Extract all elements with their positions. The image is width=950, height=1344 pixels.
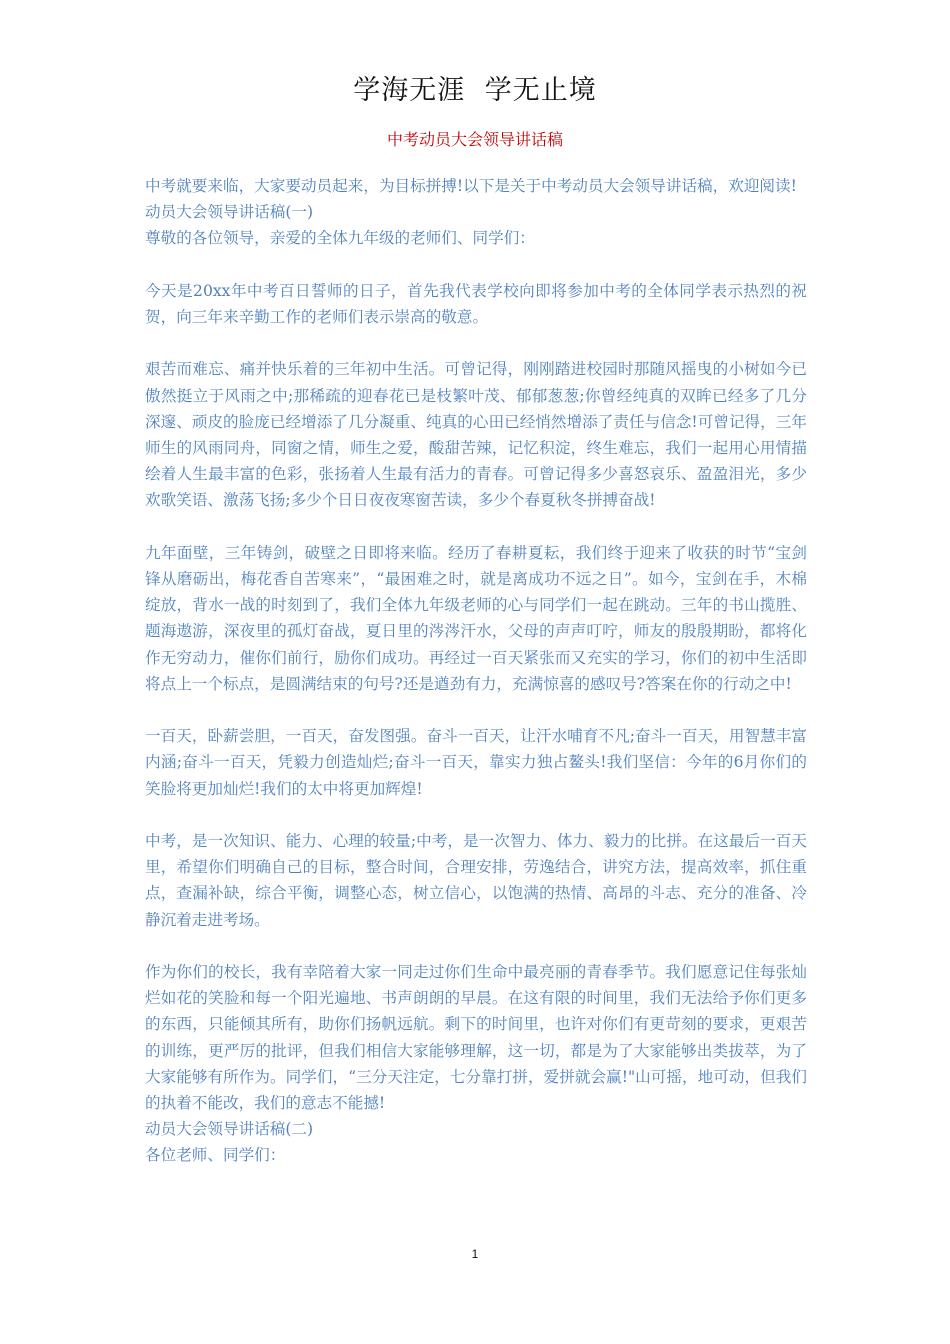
body-paragraph: 一百天，卧薪尝胆，一百天，奋发图强。奋斗一百天，让汗水哺育不凡;奋斗一百天，用智慧丰富内涵;奋斗一百天，凭毅力创造灿烂;奋斗一百天，靠实力独占鳌头!我们坚信：今年的6月你们的笑脸将更加灿烂!我们的太中将更加辉煌! [145, 727, 807, 798]
body-paragraph: 九年面壁，三年铸剑，破壁之日即将来临。经历了春耕夏耘，我们终于迎来了收获的时节“宝剑锋从磨砺出，梅花香自苦寒来”，“最困难之时，就是离成功不远之日”。如今，宝剑在手，木棉绽放，背水一战的时刻到了，我们全体九年级老师的心与同学们一起在跳动。三年的书山揽胜、题海遨游，深夜里的孤灯奋战，夏日里的涔涔汗水，父母的声声叮咛，师友的殷殷期盼，都将化作无穷动力，催你们前行，励你们成功。再经过一百天紧张而又充实的学习，你们的初中生活即将点上一个标点，是圆满结束的句号?还是遒劲有力，充满惊喜的感叹号?答案在你的行动之中! [145, 543, 807, 693]
paragraph-gap [145, 514, 807, 540]
paragraph-gap [145, 933, 807, 959]
paragraph-gap [145, 330, 807, 356]
salutation-1: 尊敬的各位领导，亲爱的全体九年级的老师们、同学们： [145, 229, 535, 248]
section-heading-1: 动员大会领导讲话稿(一) [145, 203, 314, 222]
page-number: 1 [471, 1247, 479, 1261]
document-title: 中考动员大会领导讲话稿 [386, 130, 563, 149]
body-paragraph: 中考，是一次知识、能力、心理的较量;中考，是一次智力、体力、毅力的比拼。在这最后一百天里，希望你们明确自己的目标，整合时间，合理安排，劳逸结合，讲究方法，提高效率，抓住重点，查漏补缺，综合平衡，调整心态，树立信心，以饱满的热情、高昂的斗志、充分的准备、冷静沉着走进考场。 [145, 832, 807, 929]
paragraph-gap [145, 252, 807, 278]
intro-paragraph: 中考就要来临，大家要动员起来，为目标拼搏!以下是关于中考动员大会领导讲话稿，欢迎阅读! [145, 177, 797, 195]
body-paragraph: 今天是20xx年中考百日誓师的日子，首先我代表学校向即将参加中考的全体同学表示热烈的祝贺，向三年来辛勤工作的老师们表示崇高的敬意。 [145, 281, 807, 326]
salutation-2: 各位老师、同学们： [145, 1146, 286, 1165]
body-paragraph: 艰苦而难忘、痛并快乐着的三年初中生活。可曾记得，刚刚踏进校园时那随风摇曳的小树如今已傲然挺立于风雨之中;那稀疏的迎春花已是枝繁叶茂、郁郁葱葱;你曾经纯真的双眸已经多了几分深邃、顽皮的脸庞已经增添了几分凝重、纯真的心田已经悄然增添了责任与信念!可曾记得，三年师生的风雨同舟，同窗之情，师生之爱，酸甜苦辣，记忆积淀，终生难忘，我们一起用心用情描绘着人生最丰富的色彩，张扬着人生最有活力的青春。可曾记得多少喜怒哀乐、盈盈泪光，多少欢歌笑语、激荡飞扬;多少个日日夜夜寒窗苦读，多少个春夏秋冬拼搏奋战! [145, 360, 807, 510]
body-paragraph: 作为你们的校长，我有幸陪着大家一同走过你们生命中最亮丽的青春季节。我们愿意记住每张灿烂如花的笑脸和每一个阳光遍地、书声朗朗的早晨。在这有限的时间里，我们无法给予你们更多的东西，只能倾其所有，助你们扬帆远航。剩下的时间里，也许对你们有更苛刻的要求，更艰苦的训练，更严厉的批评，但我们相信大家能够理解，这一切，都是为了大家能够出类拔萃，为了大家能够有所作为。同学们，“三分天注定，七分靠打拼，爱拼就会赢!"山可摇，地可动，但我们的执着不能改，我们的意志不能撼! [145, 963, 807, 1113]
section-heading-2: 动员大会领导讲话稿(二) [145, 1120, 314, 1139]
document-body [145, 173, 807, 1169]
header-title: 学海无涯 学无止境 [353, 75, 597, 106]
paragraph-gap [145, 802, 807, 828]
paragraph-gap [145, 697, 807, 723]
